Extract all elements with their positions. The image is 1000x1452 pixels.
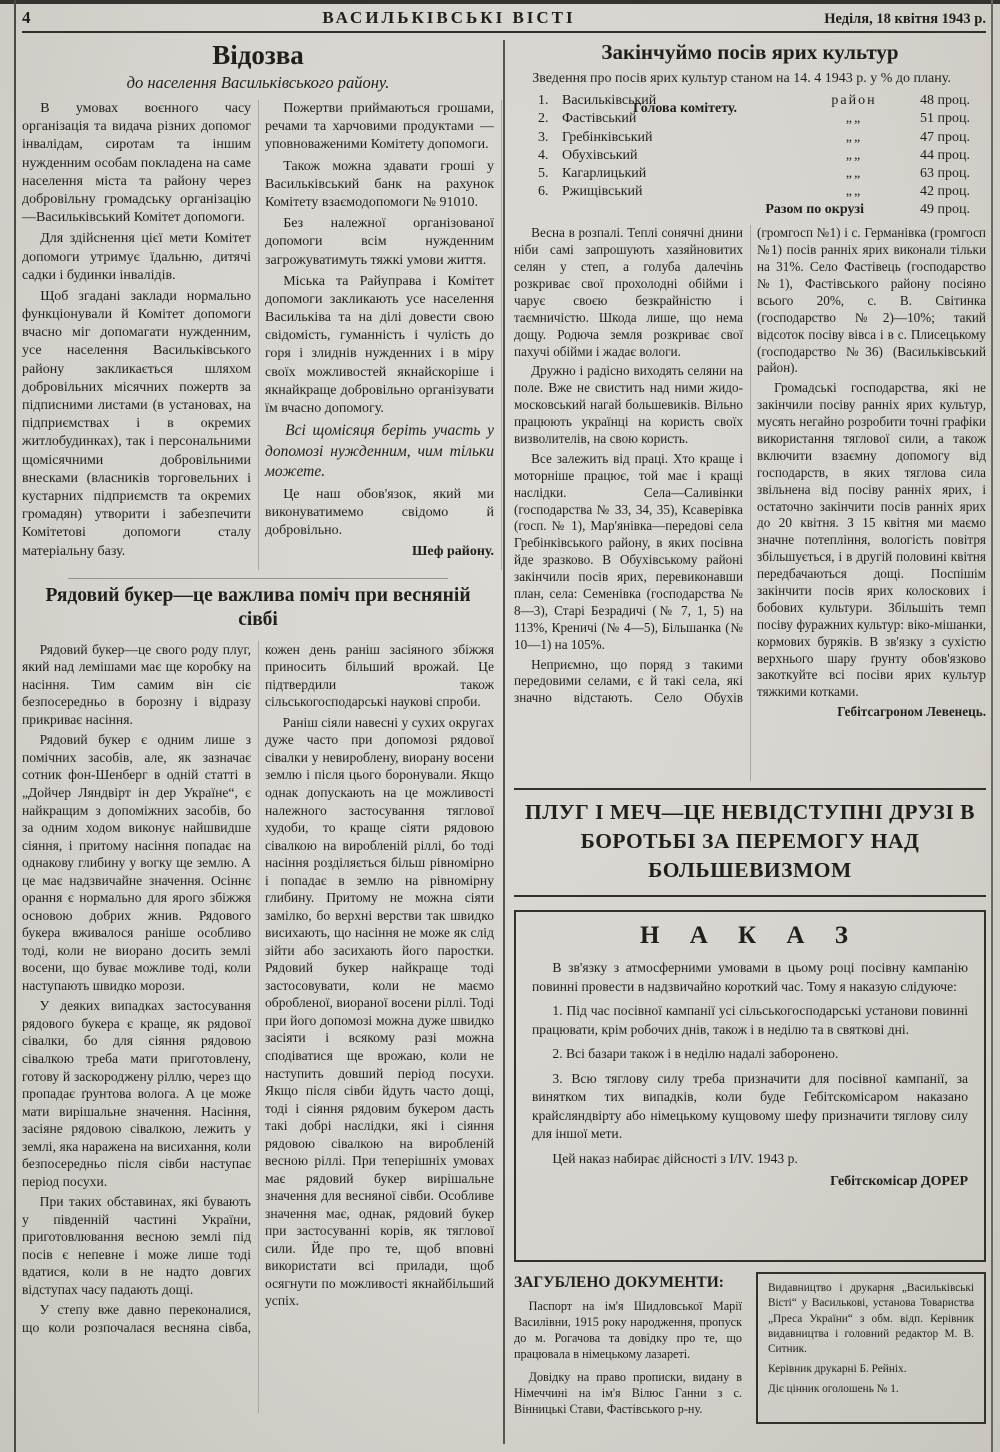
district-name: Обухівський — [562, 147, 638, 163]
column-divider — [503, 40, 505, 1444]
paragraph: Міська та Райуправа і Комітет допомоги закликають усе населення Васильківа та на ділі довести свою свідомість, гуманність і чулість до горя і злиднів нужденних і в міру своїх можливостей якнайскоріше і якнайкраще добровільно організувати їм вчасно допомогу. — [265, 273, 494, 416]
highlight-note: Всі щомісяця беріть участь у допомозі нужденним, чим тільки можете. — [265, 422, 494, 481]
district-name: Ржищівський — [562, 184, 643, 200]
page-number: 4 — [22, 8, 31, 27]
paragraph: Щоб згадані заклади нормально функціонували й Комітет допомоги вчасно міг допомагати нужденним, усе населення Васильківського району закликається шляхом добровільних місячних пожертв за підписними листами (в установах, на підприємствах і в окремих житлобудинках), так і персональними щомісячними добровільними внесками (власників торговельних і кустарних підприємств та окремих громадян) утворити і забезпечити Комітетові допомоги сталу матеріальну базу. — [22, 288, 251, 559]
paragraph: Громадські господарства, які не закінчили посіву ранніх ярих культур, мусять негайно розробити точні графіки використання тяглової сили, а також включити взаємну допомогу від господарств, в яких тяглова сила звільнена від посіву ранніх ярих, і остаточно закінчити посів ранніх ярих до 20 квітня. З 15 квітня ми маємо значне потепління, вологість повітря збільшується, і в другій половині квітня передбачаються дощі. Поспішім закінчити посів ярих колоскових і бобових культури. Збільшіть темп посіву фуражних культур: віко-мішанки, кормових буряків. В зв'язку з сухістю верхнього шару ґрунту обов'язково закоткуйте всі посіви ярих культур тяжкими котками. — [757, 380, 986, 700]
stat-row — [538, 110, 970, 128]
paragraph: Також можна здавати гроші у Васильківський банк на рахунок Комітету взаємодопомоги № 91010. — [265, 158, 494, 210]
paragraph: Без належної організованої допомоги всім нужденним загрожуватимуть тяжкі умови життя. — [265, 216, 494, 268]
row-number: 3. — [538, 129, 549, 145]
ditto-mark: „„ — [845, 165, 863, 181]
stats-table — [538, 92, 970, 201]
paragraph: Рядовий букер—це свого роду плуг, який над лемішами має ще коробку на насіння. Тим самим він сіє безпосередньо в борозну і відразу прикриває насіння. — [22, 641, 251, 727]
nakaz-box — [514, 910, 986, 1262]
district-name: Гребінківський — [562, 129, 653, 145]
row-number: 4. — [538, 147, 549, 163]
total-label: Разом по окрузі — [765, 202, 864, 218]
ditto-mark: „„ — [845, 111, 863, 127]
percent-value: 48 проц. — [920, 93, 970, 109]
article-buker — [22, 584, 494, 1413]
paragraph: В умовах воєнного часу організація та видача різних допомог інвалідам, сиротам та іншим нужденним особам покладена на саме населення міста та району через добровільну громадську організацію—Васильківський Комітет допомоги. — [22, 101, 251, 226]
stat-row — [538, 92, 970, 110]
paragraph: В зв'язку з атмосферними умовами в цьому році посівну кампанію повинні провести в надзвичайно короткий час. Тому я наказую слідуюче: — [532, 960, 968, 994]
paragraph: При таких обставинах, які бувають у південній частині України, приготовлювання весною землі під посів є непевне і може лише тоді вдатися, коли в не надто довгих відступах часу падають дощі. — [22, 1194, 251, 1297]
order-item: 2. Всі базари також і в неділю надалі заборонено. — [552, 1046, 839, 1062]
article-title: Рядовий букер—це важлива поміч при весняній сівбі — [45, 585, 471, 631]
signature-line: Шеф району. — [412, 544, 494, 560]
slogan-banner: ПЛУГ І МЕЧ—ЦЕ НЕВІДСТУПНІ ДРУЗІ В БОРОТЬБІ ЗА ПЕРЕМОГУ НАД БОЛЬШЕВИЗМОМ — [514, 788, 986, 897]
issue-date: Неділя, 18 квітня 1943 р. — [824, 11, 986, 27]
district-name: Кагарлицький — [562, 165, 647, 181]
paragraph: Все залежить від праці. Хто краще і моторніше працює, той має і кращі наслідки. Села—Саливінки (господарства № 33, 34, 35), Ксаверівка (госп. № 1), Мар'янівка—передові села Гребінківського району, в яких посівна йде зразково. В Обухівському районі закінчили посів ярих, перевиконавши план, села: Семенівка (господарства № 8—3), Старі Безрадичі (№ 7, 1, 5) на 113%, Креничі (№ 4—5), Більшанка (№ 10—1) на 105%. — [514, 450, 743, 652]
order-item: 1. Під час посівної кампанії усі сільськогосподарські установи повинні працювати, крім робочих днів, також і в неділю та в святкові дні. — [532, 1003, 968, 1037]
masthead: ВАСИЛЬКІВСЬКІ ВІСТІ — [322, 8, 576, 27]
paragraph: Дружно і радісно виходять селяни на поле. Вже не свистить над ними жидо-московський нагай большевиків. Вільно працюють українці на користь своїх визволителів, на свою користь. — [514, 363, 743, 446]
paragraph: Раніш сіяли навесні у сухих округах дуже часто при допомозі рядової сівалки у невироблену, виорану восени землю і після цього боронували. Якщо однак допускають на це можливості належного застосування тяглової худоби, то краще сіяти рядовою сівалкою на виробленій ріллі, бо тоді насіння розділяється більш рівномірно і попадає в землю на рівномірну глибину. Притому не можна сіяти замілко, бо верхні верстви так швидко висихають, що насіння не може як слід зійти або засихають його паростки. Рядовий букер найкраще тоді застосовувати, коли не маємо обробленої, виораної восени ріллі. Тоді при його допомозі можна дуже швидко засіяти і всякому разі можна сподіватися ще врожаю, коли не наступить довший період посухи. Якщо після сівби йдуть часто дощі, тоді і сіяння рядовим букером дасть такі добрі наслідки, які і сіяння рядовою сівалкою на виробленій весною ріллі. При теперішніх умовах має рядовий букер вирішальне значення для весняної сівби. Особливе значення має, однак, рядовий букер при застосуванні корів, як тяглової сили. Йде про те, щоб вповні використати всі прилади, щоб осягнути по можливості якнайбільший успіх. — [265, 714, 494, 1309]
stat-row — [538, 129, 970, 147]
signature-line: Голова комітету. — [633, 101, 737, 116]
imprint-box — [756, 1272, 986, 1424]
row-number: 1. — [538, 93, 549, 109]
row-number: 2. — [538, 111, 549, 127]
page-body — [22, 40, 986, 1444]
paragraph: Це наш обов'язок, який ми виконуватимемо свідомо й добровільно. — [265, 486, 494, 538]
paragraph: Неприємно, що поряд з такими передовими селами, є й такі села, які значно відстають. Село Обухів (громгосп №1) і с. Германівка (громгосп №1) посів ранніх ярих виконали тільки на 31%. Село Фастівець (господарство №1), Фастівського району посіяно всього 20%, с. В. Світинка (господарство №2)—10%; такий відсоток посіву вівса і в с. Плисецькому (господарство №36) (Васильківський район). — [514, 225, 986, 706]
paragraph: Довідку на право прописки, видану в Німеччині на ім'я Вілюс Ганни з с. Вінницькі Стави, Фастівського р-ну. — [514, 1369, 742, 1416]
total-percent: 49 проц. — [920, 202, 970, 218]
order-item: 3. Всю тяглову силу треба призначити для посівної кампанії, за винятком тих випадків, коли буде Гебітскомісаром наказано крайсляндвірту або німецькому кущовому шефу призначити тяглову силу для іншої мети. — [532, 1070, 968, 1142]
page-header — [22, 8, 986, 33]
lost-documents — [514, 1272, 742, 1424]
imprint-line: Діє цінник оголошень № 1. — [768, 1383, 899, 1396]
stat-row — [538, 165, 970, 183]
district-name: Васильківський — [562, 93, 657, 109]
paragraph: У деяких випадках застосування рядового букера є краще, як рядової сівалки, бо для сіяння рядовою сівалкою треба мати приготовлену, готову й заскороджену ріллю, через що пропадає ґрунтова волога. А це може мати вирішальне значення. Насіння, засіяне рядовою сівалкою, лежить у землі, яка наражена на висихання, коли безпосередньо після сівби наступає період посухи. — [22, 998, 251, 1189]
district-name: Фастівський — [562, 111, 637, 127]
paragraph: Весна в розпалі. Теплі сонячні днини ніби самі запрошують хазяйновитих селян у степ, а голуба далечінь розкриває свої прохолодні обійми і чарує своєю безкрайністю і таємничістю. Шкода лише, що нема дощу. Родюча земля розкриває свої пахучі обійми і жадає вологи. — [514, 225, 743, 359]
signature-line: Гебітскомісар ДОРЕР — [830, 1174, 968, 1190]
paragraph: Цей наказ набирає дійсності з I/IV. 1943 р. — [552, 1150, 798, 1166]
scan-edge-left — [14, 0, 16, 1452]
ditto-mark: „„ — [845, 147, 863, 163]
paragraph: Пожертви приймаються грошами, речами та харчовими продуктами —уповноваженими Комітету допомоги. — [265, 101, 494, 153]
nakaz-title: Н А К А З — [640, 922, 860, 950]
bottom-section — [514, 1272, 986, 1424]
right-half — [514, 40, 986, 1444]
ditto-mark: „„ — [845, 129, 863, 145]
percent-value: 63 проц. — [920, 165, 970, 181]
article-divider — [68, 578, 448, 579]
percent-value: 44 проц. — [920, 147, 970, 163]
article-posiv — [514, 40, 986, 781]
article-title: Відозва — [212, 40, 304, 70]
percent-value: 47 проц. — [920, 129, 970, 145]
percent-value: 42 проц. — [920, 184, 970, 200]
scan-edge-right — [991, 0, 993, 1452]
scan-edge-top — [0, 0, 1000, 4]
row-number: 5. — [538, 165, 549, 181]
article-body — [22, 641, 494, 1413]
row-number: 6. — [538, 184, 549, 200]
article-title: Закінчуймо посів ярих культур — [601, 40, 899, 64]
imprint-line: Керівник друкарні Б. Рейніх. — [768, 1362, 907, 1375]
stat-row — [538, 183, 970, 201]
imprint-line: Видавництво і друкарня „Васильківські Вісті“ у Василькові, установа Товариства „Преса України“ з обм. відп. Керівник видавництва і головний редактор М. В. Ситник. — [768, 1282, 974, 1355]
article-body — [514, 225, 986, 781]
total-row — [538, 202, 970, 218]
paragraph: Рядовий букер є одним лише з помічних засобів, але, як зазначає сотник фон-Шенберг в одній статті в „Дойчер Ляндвірт ін дер Україне“, є найкращим з допоміжних засобів, бо за одним ходом виконує найшвидше сіяння, і притому насіння попадає на однакову глибину у вогку ще землю. А це має надзвичайне значення. Осіннє орання є нормально для ярого збіжжя основою добрих жнив. Рядового букера вживалося раніше особливо тоді, коли не виорано досить землі восени, що буває можливе тоді, коли наступають швидко морози. — [22, 732, 251, 993]
ditto-mark: „„ — [845, 184, 863, 200]
summary-intro: Зведення про посів ярих культур станом на 14. 4 1943 р. у % до плану. — [532, 71, 951, 86]
stat-row — [538, 147, 970, 165]
district-unit: район — [831, 93, 877, 109]
percent-value: 51 проц. — [920, 111, 970, 127]
paragraph: Паспорт на ім'я Шидловської Марії Василівни, 1915 року народження, пропуск до м. Рогачова та довідку про те, що працювала в німецькому лазареті. — [514, 1299, 742, 1361]
lost-documents-title: ЗАГУБЛЕНО ДОКУМЕНТИ: — [514, 1274, 724, 1292]
article-subtitle: до населення Васильківського району. — [126, 73, 390, 92]
paragraph: У степу вже давно переконалися, що коли розпочалася весняна сівба, кожен день раніш засіяного збіжжя приносить більший врожай. Це підтвердили також сільськогосподарські наукові спроби. — [22, 641, 494, 1335]
signature-line: Гебітсагроном Левенець. — [837, 704, 986, 720]
paragraph: Для здійснення цієї мети Комітет допомоги утримує їдальню, дитячі садки і будинки інвалідів. — [22, 231, 251, 283]
